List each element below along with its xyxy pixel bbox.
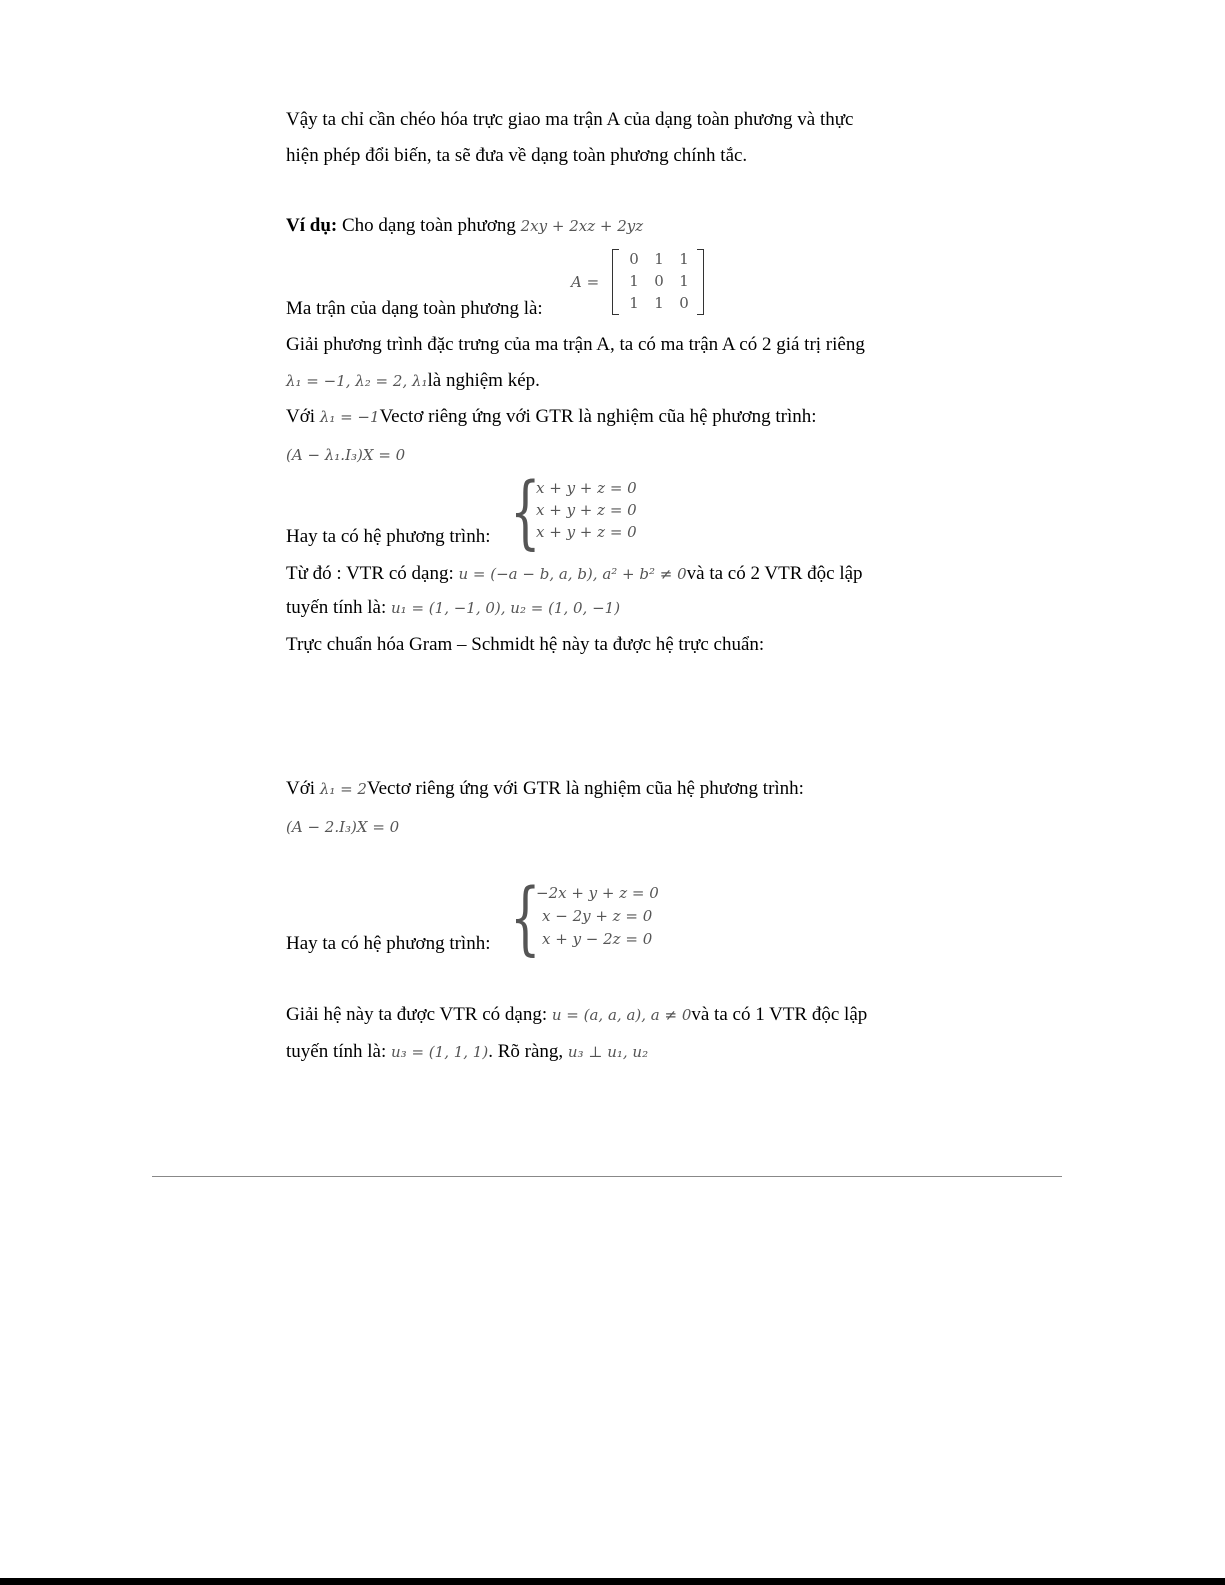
matrix-cell: 1 xyxy=(654,250,664,268)
system1-eq: x + y + z = 0 xyxy=(536,501,637,519)
system1-brace: { xyxy=(510,465,541,558)
matrix-cell: 1 xyxy=(679,272,689,290)
case2-prefix: Với xyxy=(286,778,320,799)
system-intro: Hay ta có hệ phương trình: xyxy=(286,526,491,547)
lin-line xyxy=(286,596,620,620)
paragraph-line: Vậy ta chỉ cần chéo hóa trực giao ma trận A của dạng toàn phương và thực xyxy=(286,109,854,130)
system2-eq: x − 2y + z = 0 xyxy=(542,907,653,925)
case2-equation-line xyxy=(286,815,399,839)
matrix-cell: 1 xyxy=(654,294,664,312)
matrix-left-bracket xyxy=(612,249,619,315)
case1-lambda: λ₁ = −1 xyxy=(319,408,380,426)
eigen-line xyxy=(286,369,540,393)
case1-equation-line xyxy=(286,443,405,467)
matrix-right-bracket xyxy=(697,249,704,315)
vtr2-line xyxy=(286,1003,867,1027)
example-text: Cho dạng toàn phương xyxy=(337,215,521,236)
vtr-prefix: Từ đó : VTR có dạng: xyxy=(286,563,459,584)
matrix-cell: 0 xyxy=(679,294,689,312)
system2-intro: Hay ta có hệ phương trình: xyxy=(286,933,491,954)
vtr-line xyxy=(286,562,863,586)
vtr-suffix: và ta có 2 VTR độc lập xyxy=(686,563,863,584)
matrix-cell: 1 xyxy=(629,272,639,290)
matrix-lhs: A = xyxy=(571,273,600,291)
case2-equation: (A − 2.I₃)X = 0 xyxy=(286,818,400,836)
paragraph-line: hiện phép đổi biến, ta sẽ đưa về dạng toàn phương chính tắc. xyxy=(286,145,748,166)
page-divider xyxy=(152,1176,1062,1177)
eigen-note: là nghiệm kép. xyxy=(427,370,540,391)
case2-lambda: λ₁ = 2 xyxy=(319,780,367,798)
vtr-form: u = (−a − b, a, b), a² + b² ≠ 0 xyxy=(458,565,687,583)
case2-line xyxy=(286,777,804,801)
lin2-perp: u₃ ⊥ u₁, u₂ xyxy=(567,1043,649,1061)
system1-eq: x + y + z = 0 xyxy=(536,479,637,497)
case2-text: Vectơ riêng ứng với GTR là nghiệm cũa hệ phương trình: xyxy=(366,778,804,799)
vtr2-form: u = (a, a, a), a ≠ 0 xyxy=(551,1006,692,1024)
matrix-cell: 1 xyxy=(629,294,639,312)
vtr2-suffix: và ta có 1 VTR độc lập xyxy=(691,1004,868,1025)
case1-equation: (A − λ₁.I₃)X = 0 xyxy=(286,446,406,464)
case1-line xyxy=(286,405,817,429)
matrix-intro: Ma trận của dạng toàn phương là: xyxy=(286,298,543,319)
quadratic-form: 2xy + 2xz + 2yz xyxy=(520,217,644,235)
bottom-edge xyxy=(0,1578,1225,1585)
system2-eq: x + y − 2z = 0 xyxy=(542,930,653,948)
matrix-cell: 1 xyxy=(679,250,689,268)
lin2-prefix: tuyến tính là: xyxy=(286,1041,392,1062)
system1-eq: x + y + z = 0 xyxy=(536,523,637,541)
case1-prefix: Với xyxy=(286,406,320,427)
paragraph-line: Giải phương trình đặc trưng của ma trận A, ta có ma trận A có 2 giá trị riêng xyxy=(286,334,865,355)
lin2-vector: u₃ = (1, 1, 1) xyxy=(391,1043,489,1061)
system2-brace: { xyxy=(510,871,541,964)
case1-text: Vectơ riêng ứng với GTR là nghiệm cũa hệ phương trình: xyxy=(379,406,817,427)
lin-prefix: tuyến tính là: xyxy=(286,597,392,618)
lin-vectors: u₁ = (1, −1, 0), u₂ = (1, 0, −1) xyxy=(391,599,621,617)
lin2-line xyxy=(286,1040,648,1064)
matrix-cell: 0 xyxy=(629,250,639,268)
example-label: Ví dụ: xyxy=(286,215,338,236)
system2-eq: −2x + y + z = 0 xyxy=(536,884,659,902)
example-line xyxy=(286,214,643,238)
gram-schmidt-line: Trực chuẩn hóa Gram – Schmidt hệ này ta được hệ trực chuẩn: xyxy=(286,634,765,655)
lin2-mid: . Rõ ràng, xyxy=(488,1041,568,1062)
matrix-cell: 0 xyxy=(654,272,664,290)
eigen-values: λ₁ = −1, λ₂ = 2, λ₁ xyxy=(286,372,428,390)
vtr2-prefix: Giải hệ này ta được VTR có dạng: xyxy=(286,1004,552,1025)
